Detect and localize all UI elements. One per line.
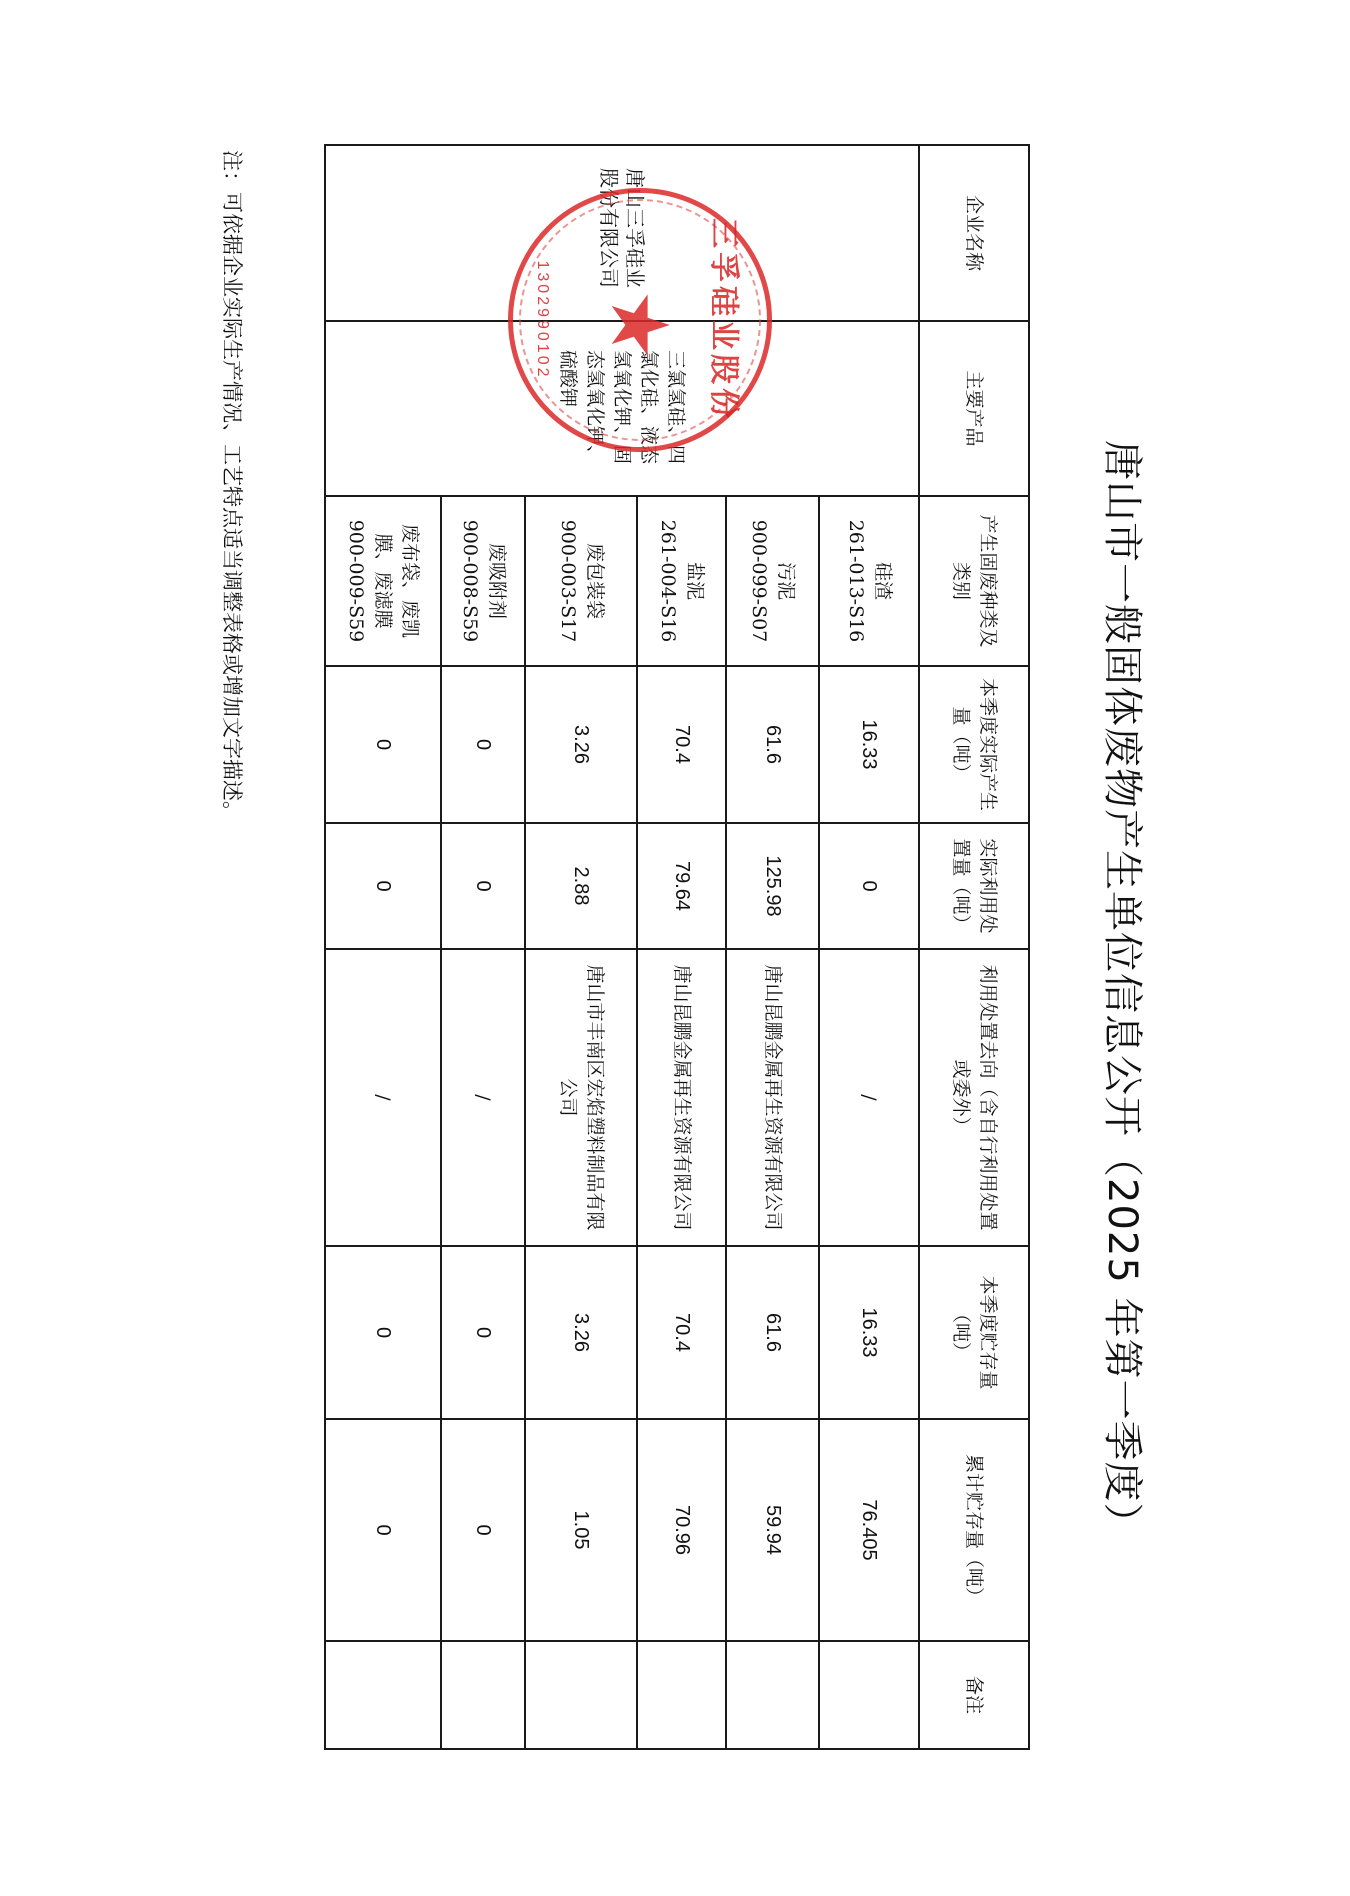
header-stored-cumulative: 累计贮存量（吨） xyxy=(919,1419,1029,1641)
utilized-cell: 0 xyxy=(325,823,441,949)
seal-label: 三孚硅业股份 xyxy=(706,218,741,422)
destination-cell: 唐山昆鹏金属再生资源有限公司 xyxy=(726,949,819,1246)
header-generated: 本季度实际产生量（吨） xyxy=(919,666,1029,823)
remarks-cell xyxy=(441,1641,525,1749)
waste-type-cell xyxy=(441,496,525,666)
seal-star-icon: ★ xyxy=(593,289,686,361)
product-line: 硫酸钾 xyxy=(557,350,580,408)
page-title: 唐山市一般固体废物产生单位信息公开（2025 年第一季度） xyxy=(1099,440,1145,1544)
generated-cell: 0 xyxy=(441,666,525,823)
destination-cell: / xyxy=(325,949,441,1246)
remarks-cell xyxy=(325,1641,441,1749)
stored-cumulative-cell: 0 xyxy=(325,1419,441,1641)
stored-cumulative-cell: 59.94 xyxy=(726,1419,819,1641)
destination-cell: 唐山市丰南区宏焰塑料制品有限公司 xyxy=(525,949,637,1246)
company-name-cell xyxy=(325,145,919,321)
utilized-cell: 79.64 xyxy=(637,823,726,949)
remarks-cell xyxy=(525,1641,637,1749)
generated-cell: 61.6 xyxy=(726,666,819,823)
product-line: 氢氧化钾、固 xyxy=(611,350,634,465)
generated-cell: 3.26 xyxy=(525,666,637,823)
table-row xyxy=(819,145,919,1749)
generated-cell: 16.33 xyxy=(819,666,919,823)
stored-cumulative-cell: 0 xyxy=(441,1419,525,1641)
utilized-cell: 0 xyxy=(819,823,919,949)
stored-quarter-cell: 16.33 xyxy=(819,1246,919,1419)
stored-cumulative-cell: 70.96 xyxy=(637,1419,726,1641)
utilized-cell: 125.98 xyxy=(726,823,819,949)
waste-type-cell xyxy=(726,496,819,666)
waste-name: 废吸附剂 xyxy=(486,542,508,619)
waste-type-cell xyxy=(637,496,726,666)
footnote: 注：可依据企业实际生产情况、工艺特点适当调整表格或增加文字描述。 xyxy=(220,150,244,822)
waste-name: 盐泥 xyxy=(684,561,707,600)
utilized-cell: 0 xyxy=(441,823,525,949)
waste-code: 900-008-S59 xyxy=(459,519,481,643)
stored-quarter-cell: 3.26 xyxy=(525,1246,637,1419)
stored-quarter-cell: 0 xyxy=(325,1246,441,1419)
waste-name: 污泥 xyxy=(775,561,798,600)
waste-code: 900-003-S17 xyxy=(557,519,579,643)
product-line: 三氯氢硅、四 xyxy=(665,350,688,465)
waste-name: 废包装袋 xyxy=(584,542,606,619)
waste-type-cell xyxy=(819,496,919,666)
waste-code: 261-013-S16 xyxy=(845,519,867,643)
generated-cell: 70.4 xyxy=(637,666,726,823)
waste-name: 废布袋、废凯膜、废滤膜 xyxy=(372,523,422,638)
seal-code: 1302990102 xyxy=(534,260,551,380)
company-name-line: 唐山三孚硅业 xyxy=(623,168,647,288)
destination-cell: / xyxy=(819,949,919,1246)
waste-type-cell xyxy=(325,496,441,666)
destination-cell: / xyxy=(441,949,525,1246)
waste-code: 900-009-S59 xyxy=(345,519,368,643)
header-stored-quarter: 本季度贮存量（吨） xyxy=(919,1246,1029,1419)
stored-cumulative-cell: 1.05 xyxy=(525,1419,637,1641)
company-name-line: 股份有限公司 xyxy=(597,168,621,288)
remarks-cell xyxy=(637,1641,726,1749)
waste-info-table xyxy=(324,144,1030,1750)
header-utilized: 实际利用处置量（吨） xyxy=(919,823,1029,949)
destination-cell: 唐山昆鹏金属再生资源有限公司 xyxy=(637,949,726,1246)
waste-type-cell xyxy=(525,496,637,666)
stored-cumulative-cell: 76.405 xyxy=(819,1419,919,1641)
product-line: 态氢氧化钾、 xyxy=(584,350,607,465)
remarks-cell xyxy=(819,1641,919,1749)
waste-code: 261-004-S16 xyxy=(657,519,680,643)
utilized-cell: 2.88 xyxy=(525,823,637,949)
remarks-cell xyxy=(726,1641,819,1749)
header-products: 主要产品 xyxy=(919,321,1029,496)
header-row xyxy=(919,145,1029,1749)
main-products-cell xyxy=(325,321,919,496)
header-remarks: 备注 xyxy=(919,1641,1029,1749)
generated-cell: 0 xyxy=(325,666,441,823)
waste-code: 900-099-S07 xyxy=(748,519,771,643)
stored-quarter-cell: 61.6 xyxy=(726,1246,819,1419)
header-waste-type: 产生固废种类及类别 xyxy=(919,496,1029,666)
stored-quarter-cell: 70.4 xyxy=(637,1246,726,1419)
header-company: 企业名称 xyxy=(919,145,1029,321)
header-destination: 利用处置去向（含自行利用处置或委外） xyxy=(919,949,1029,1246)
product-line: 氯化硅、液态 xyxy=(638,350,661,465)
waste-name: 硅渣 xyxy=(872,561,894,600)
stored-quarter-cell: 0 xyxy=(441,1246,525,1419)
